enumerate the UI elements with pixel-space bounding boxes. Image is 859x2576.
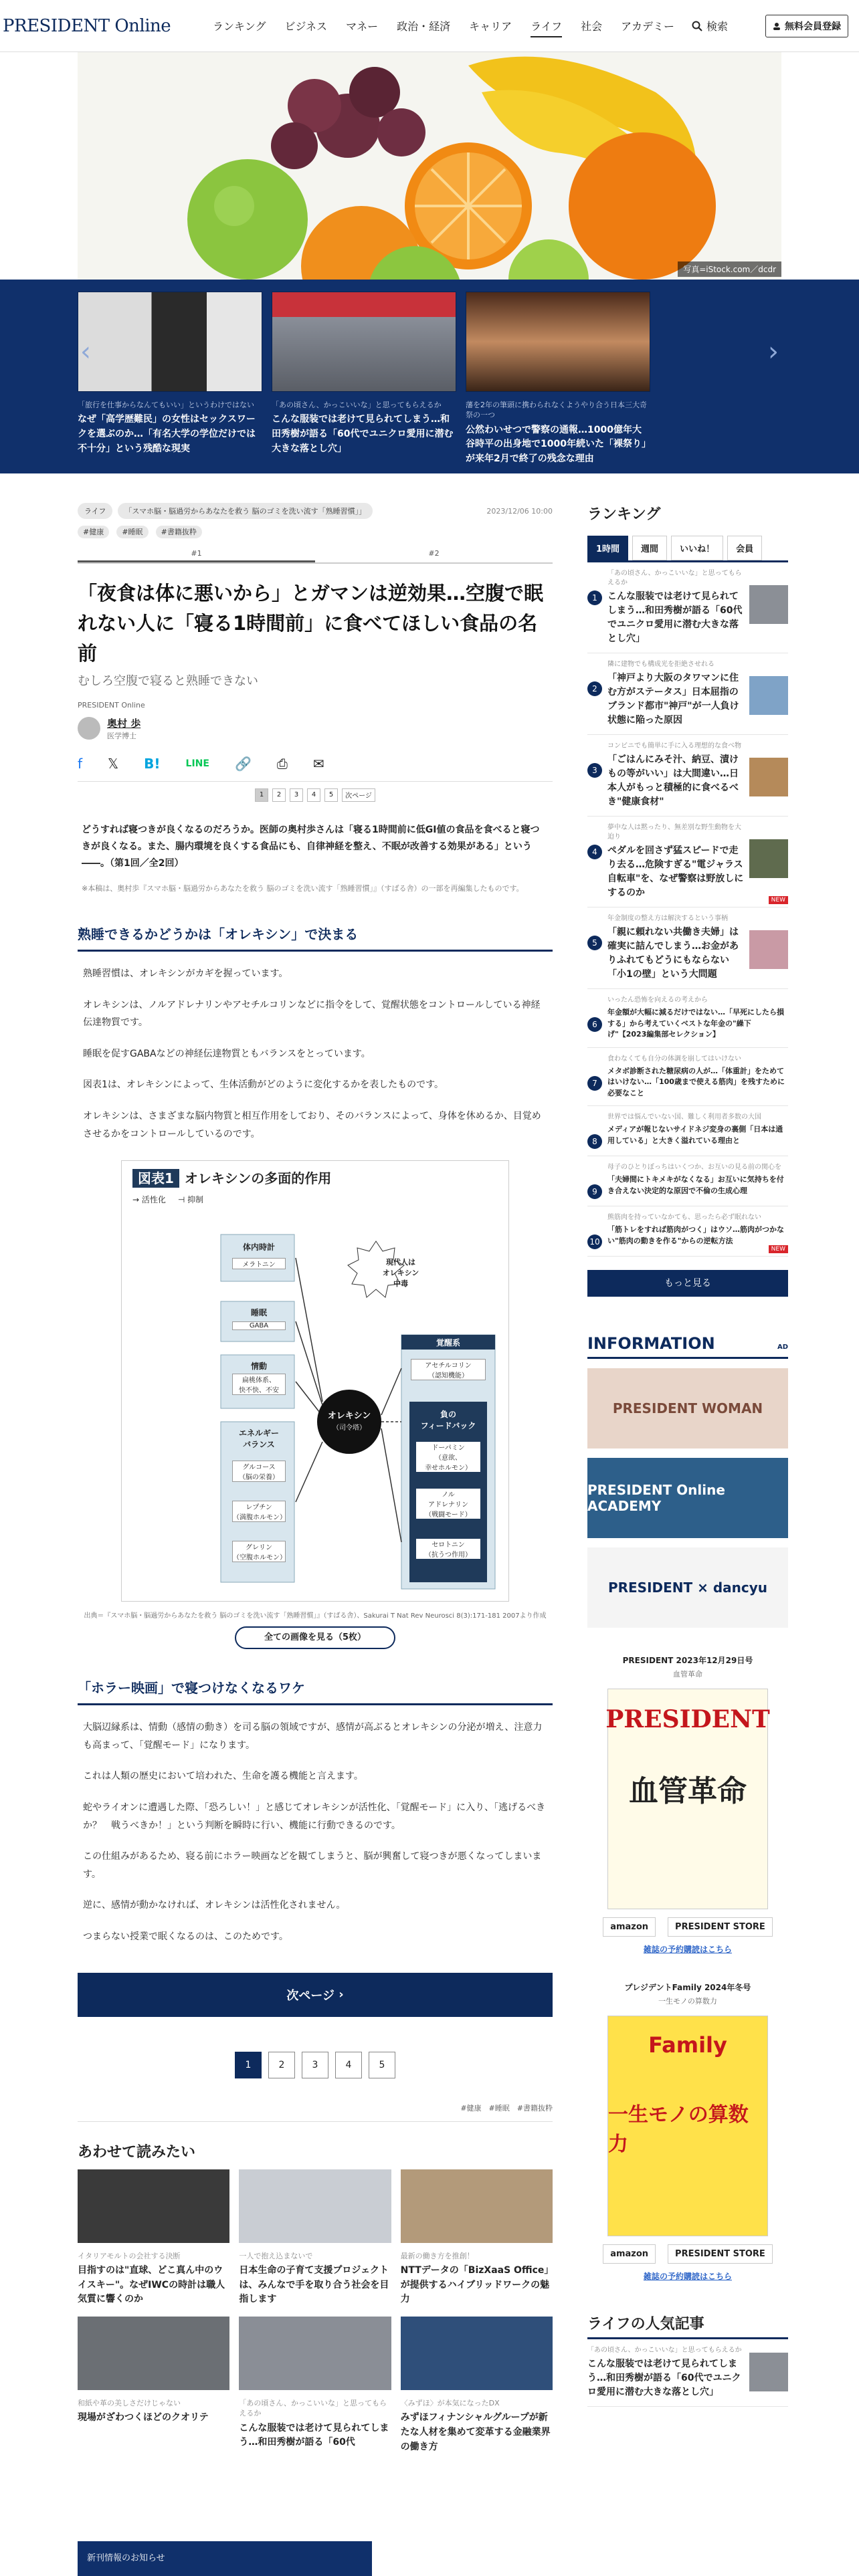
related-card[interactable] xyxy=(401,2317,553,2454)
card-kicker: 「あの頃さん、かっこいいな」と思ってもらえるか xyxy=(239,2399,387,2418)
chevron-left-icon[interactable]: ‹ xyxy=(80,336,91,367)
paragraph: これは人類の歴史において培われた、生命を護る機能と言えます。 xyxy=(83,1771,363,1782)
rank-number: 8 xyxy=(587,1134,602,1149)
breadcrumb-series[interactable]: 「スマホ脳・脳過労からあなたを救う 脳のゴミを洗い流す「熟睡習慣」」 xyxy=(118,503,373,519)
top-pagination xyxy=(78,788,553,802)
new-badge: NEW xyxy=(769,1245,788,1253)
rank-number: 5 xyxy=(587,936,602,950)
card-title: みずほフィナンシャルグループが新たな人材を集めて変革する金融業界の働き方 xyxy=(400,2412,551,2452)
new-badge: NEW xyxy=(769,896,788,904)
card-kicker: イタリアモルトの会社する決断 xyxy=(78,2251,181,2260)
more-ranking-button[interactable]: もっと見る xyxy=(587,1270,788,1297)
rank-title: 「親に頼れない共働き夫婦」は確実に詰んでしまう…お金がありふれてもどうにもならない「小1の壁」という大問題 xyxy=(607,927,739,980)
banner-woman[interactable]: PRESIDENT WOMAN xyxy=(587,1368,788,1448)
magazine-headline: 一生モノの算数力 xyxy=(608,2103,749,2156)
tag[interactable]: #健康 xyxy=(78,526,109,538)
search-button[interactable] xyxy=(692,18,728,33)
card-image xyxy=(239,2169,391,2243)
ranking-heading: ランキング xyxy=(587,506,661,523)
popular-heading: ライフの人気記事 xyxy=(587,2313,788,2339)
paragraph: オレキシンは、ノルアドレナリンやアセチルコリンなどに指令をして、覚醒状態をコントロールしている神経伝達物質です。 xyxy=(83,999,541,1029)
buy-links xyxy=(587,2244,788,2264)
rank-title: 「神戸より大阪のタワマンに住む方がステータス」日本屈指のブランド都市"神戸"が一人負け状態に陥った原因 xyxy=(607,673,739,726)
rank-number: 2 xyxy=(587,681,602,696)
article-subtitle: むしろ空腹で寝ると熟睡できない xyxy=(78,673,258,688)
magazine-subtitle: 一生モノの算数力 xyxy=(658,1997,717,2006)
box-item: 扁桃体系、 快不快、不安 xyxy=(232,1374,286,1395)
rank-title: こんな服装では老けて見られてしまう…和田秀樹が語る「60代でユニクロ愛用に潜む大きな落とし穴」 xyxy=(607,591,743,644)
page-link[interactable]: 3 xyxy=(302,2052,328,2078)
rank-number: 7 xyxy=(587,1076,602,1091)
related-grid xyxy=(78,2169,553,2455)
rank-number: 9 xyxy=(587,1184,602,1199)
author-name[interactable]: 奥村 歩 xyxy=(107,717,141,730)
box-item: メラトニン xyxy=(232,1258,286,1269)
mail-icon[interactable]: ✉ xyxy=(312,755,324,772)
paragraph: つまらない授業で眠くなるのは、このためです。 xyxy=(83,1931,288,1942)
card-image xyxy=(466,292,650,392)
nav-career[interactable]: キャリア xyxy=(469,20,512,33)
nav-life[interactable]: ライフ xyxy=(521,0,571,52)
article-title: 「夜食は体に悪いから」とガマンは逆効果…空腹で眠れない人に「寝る1時間前」に食べてほしい食品の名前 xyxy=(78,582,544,665)
box-head: 体内時計 xyxy=(242,1243,275,1253)
rank-kicker: 母子のひとりぼっちはいくつか、お互いの見る前の関心を xyxy=(607,1164,781,1171)
magazine-cover[interactable] xyxy=(607,1689,768,1909)
magazine-caption: プレジデントFamily 2024年冬号 xyxy=(624,1983,751,1992)
card-title: NTTデータの「BizXaaS Office」が提供するハイブリッドワークの魅力 xyxy=(400,2264,550,2305)
legend-activate: 活性化 xyxy=(141,1195,166,1205)
rank-kicker: 「あの頃さん、かっこいいな」と思ってもらえるか xyxy=(607,570,742,586)
tab-week[interactable]: 週間 xyxy=(632,536,667,560)
link-icon[interactable]: 🔗 xyxy=(234,755,252,772)
ranking-item[interactable] xyxy=(587,1206,788,1257)
cloud-label: 現代人は オレキシン 中毒 xyxy=(382,1258,419,1289)
subscribe-link[interactable]: 雑誌の予約購読はこちら xyxy=(643,2272,732,2281)
ranking-item[interactable] xyxy=(587,562,788,653)
line-icon[interactable]: LINE xyxy=(185,758,209,769)
figure-caption: 出典＝『スマホ脳・脳過労からあなたを救う 脳のゴミを洗い流す「熟睡習慣」』（すばる舎）、Sakurai T Nat Rev Neurosci 8(3):171-181 2007より作成 xyxy=(84,1612,547,1620)
ranking-item[interactable] xyxy=(587,735,788,817)
hatena-icon[interactable]: B! xyxy=(144,755,161,772)
store-button[interactable]: PRESIDENT STORE xyxy=(668,2244,773,2264)
avatar xyxy=(78,717,100,740)
share-bar xyxy=(78,756,553,782)
popular-kicker: 「あの頃さん、かっこいいな」と思ってもらえるか xyxy=(587,2347,742,2354)
paragraph: 大脳辺縁系は、情動（感情の動き）を司る脳の領域ですが、感情が高ぶるとオレキシンの分泌が増え、注意力も高まって、「覚醒モード」になります。 xyxy=(83,1722,543,1751)
card-kicker: 「あの頃さん、かっこいいな」と思ってもらえるか xyxy=(272,401,442,409)
card-image xyxy=(401,2169,553,2243)
nav-politics[interactable]: 政治・経済 xyxy=(397,20,451,33)
right-sub: 負の フィードバック xyxy=(420,1410,476,1431)
carousel-card[interactable] xyxy=(272,292,456,473)
card-kicker: 〈みずほ〉が本気になったDX xyxy=(400,2399,500,2408)
information-heading xyxy=(587,1334,788,1359)
next-label: 次ページ xyxy=(286,1988,335,2003)
breadcrumb xyxy=(78,503,553,519)
ranking-item[interactable] xyxy=(587,1156,788,1206)
related-card[interactable] xyxy=(78,2317,229,2454)
paragraph: 熟睡習慣は、オレキシンがカギを握っています。 xyxy=(83,968,288,980)
paragraph: 睡眠を促すGABAなどの神経伝達物質ともバランスをとっています。 xyxy=(83,1048,371,1059)
signup-button[interactable] xyxy=(765,15,848,37)
ranking-item[interactable] xyxy=(587,907,788,989)
card-title: こんな服装では老けて見られてしまう…和田秀樹が語る「60代 xyxy=(239,2422,389,2448)
popular-item[interactable] xyxy=(587,2339,788,2407)
site-logo[interactable]: PRESIDENT Online xyxy=(3,15,171,36)
magazine-headline: 血管革命 xyxy=(629,1774,747,1808)
rank-thumbnail xyxy=(749,585,788,624)
rank-number: 4 xyxy=(587,845,602,859)
part-tab-1[interactable]: #1 xyxy=(78,549,315,562)
card-title: 現場がざわつくほどのクオリテ xyxy=(78,2412,209,2424)
page-link[interactable]: 4 xyxy=(307,788,320,802)
pagination xyxy=(78,2052,553,2078)
card-title: 公然わいせつで警察の通報…1000億年大谷時平の出身地で1000年続いた「裸祭り」が来年2月で終了の残念な理由 xyxy=(466,424,646,465)
page-link[interactable]: 1 xyxy=(235,2052,262,2078)
article xyxy=(78,503,553,2454)
page-link[interactable]: 1 xyxy=(255,788,268,802)
rank-title: 「筋トレをすれば筋肉がつく」はウソ…筋肉がつかない"筋肉の動きを作る"からの逆転方法 xyxy=(607,1225,784,1245)
article-source: PRESIDENT Online xyxy=(78,700,145,710)
tab-likes[interactable]: いいね！ xyxy=(671,536,723,560)
next-page-link[interactable]: 次ページ xyxy=(342,788,375,802)
view-all-images-button[interactable]: 全ての画像を見る（5枚） xyxy=(235,1626,395,1649)
box-item: レプチン （満腹ホルモン） xyxy=(232,1501,286,1522)
author-role: 医学博士 xyxy=(107,731,136,740)
tab-hour[interactable]: 1時間 xyxy=(587,536,628,560)
article-lead: どうすれば寝つきが良くなるのだろうか。医師の奥村歩さんは「寝る1時間前に低GI値の食品を食べると寝つきが良くなる。また、腸内環境を良くする食品にも、自律神経を整え、不眠が改善する効果がある」という――。（第1回／全2回） xyxy=(82,824,540,869)
excerpt-note: ※本稿は、奥村歩『スマホ脳・脳過労からあなたを救う 脳のゴミを洗い流す「熟睡習慣」』（すばる舎）の一部を再編集したものです。 xyxy=(82,884,524,893)
search-label: 検索 xyxy=(706,20,729,33)
rank-thumbnail xyxy=(749,758,788,796)
rank-title: メディアが報じないサイドネジ変身の裏側「日本は通用している」と大きく溢れている理由と xyxy=(607,1125,783,1145)
card-kicker: 藩を2年の筆頭に携わられなくようやり合う日本三大奇祭の一つ xyxy=(466,401,647,420)
banner-academy[interactable]: PRESIDENT Online ACADEMY xyxy=(587,1458,788,1538)
rank-number: 1 xyxy=(587,591,602,605)
banner-dancyu[interactable]: PRESIDENT × dancyu xyxy=(587,1547,788,1628)
magazine-caption: PRESIDENT 2023年12月29日号 xyxy=(622,1656,753,1665)
hero-image xyxy=(0,52,859,280)
info-title: INFORMATION xyxy=(587,1334,715,1353)
card-kicker: 「旅行を仕事からなんてもいい」というわけではない xyxy=(78,401,254,409)
box-item: セロトニン （抗うつ作用） xyxy=(416,1539,480,1559)
featured-carousel xyxy=(0,280,859,473)
box-item: GABA xyxy=(232,1321,286,1330)
publish-date: 2023/12/06 10:00 xyxy=(486,506,553,516)
center-label: オレキシン xyxy=(327,1411,371,1422)
rank-kicker: コンビニでも簡単に手に入る理想的な食べ物 xyxy=(607,742,741,750)
paragraph: 蛇やライオンに遭遇した際、「恐ろしい！」と感じてオレキシンが活性化、「覚醒モード」に入り、「逃げるべきか？ 戦うべきか！」という判断を瞬時に行い、機能に行動できるのです。 xyxy=(83,1802,546,1831)
box-item: グルコース （脳の栄養） xyxy=(232,1461,286,1482)
card-kicker: 和紙や革の美しさだけじゃない xyxy=(78,2399,181,2408)
card-title: なぜ「高学歴難民」の女性はセックスワークを選ぶのか…「有名大学の学位だけでは不十分」という残酷な現実 xyxy=(78,414,256,454)
carousel-card[interactable] xyxy=(466,292,650,473)
page-link[interactable]: 5 xyxy=(324,788,338,802)
card-image xyxy=(272,292,456,392)
tag[interactable]: #書籍抜粋 xyxy=(156,526,202,538)
magazine-subtitle: 血管革命 xyxy=(673,1670,702,1679)
signup-label: 無料会員登録 xyxy=(785,21,841,32)
amazon-button[interactable]: amazon xyxy=(603,2244,656,2264)
search-icon xyxy=(692,21,702,31)
tag-list xyxy=(78,524,553,537)
box-head: 睡眠 xyxy=(250,1308,267,1318)
related-card[interactable] xyxy=(401,2169,553,2307)
rank-title: 「ごはんにみそ汁、納豆、漬けもの等がいい」は大間違い…日本人がもっと積極的に食べるべき"健康食材" xyxy=(607,754,739,807)
bottom-tags[interactable]: #健康 #睡眠 #書籍抜粋 xyxy=(78,2103,553,2122)
rank-number: 10 xyxy=(587,1235,602,1249)
rank-kicker: 食わなくても自分の体調を崩してはいけない xyxy=(607,1055,741,1063)
paragraph: オレキシンは、さまざまな脳内物質と相互作用をしており、そのバランスによって、身体を休めるか、目覚めさせるかをコントロールしているのです。 xyxy=(83,1111,541,1140)
figure-label: 図表1 xyxy=(132,1169,179,1188)
box-head: エネルギー バランス xyxy=(238,1428,279,1450)
box-item: ノル アドレナリン （戦闘モード） xyxy=(416,1489,480,1519)
page-link[interactable]: 2 xyxy=(272,788,286,802)
rank-kicker: いったん恐怖を向えるの考えから xyxy=(607,996,708,1004)
print-icon[interactable]: ⎙ xyxy=(276,755,288,772)
subscribe-link[interactable]: 雑誌の予約購読はこちら xyxy=(643,1945,732,1954)
part-tab-2[interactable]: #2 xyxy=(428,549,440,558)
sidebar xyxy=(587,503,788,2454)
rank-kicker: 夢中な人は黙ったり、無差別な野生動物を大迫り xyxy=(607,824,741,841)
card-image xyxy=(78,2317,229,2390)
popular-title: こんな服装では老けて見られてしまう…和田秀樹が語る「60代でユニクロ愛用に潜む大きな落とし穴」 xyxy=(587,2359,741,2397)
box-head: 情動 xyxy=(250,1362,267,1372)
rank-thumbnail xyxy=(749,930,788,969)
nav-money[interactable]: マネー xyxy=(346,20,379,33)
rank-title: 「夫婦間にトキメキがなくなる」お互いに気持ちを付き合えない決定的な原因で不倫の生成心理 xyxy=(607,1175,784,1195)
amazon-button[interactable]: amazon xyxy=(603,1917,656,1937)
paragraph: この仕組みがあるため、寝る前にホラー映画などを観てしまうと、脳が興奮して寝つきが悪くなってしまいます。 xyxy=(83,1851,542,1880)
rank-kicker: 熊筋肉を持っていなかても、思ったら必ず眠れない xyxy=(607,1214,761,1221)
photo-credit: 写真=iStock.com／dcdr xyxy=(678,261,781,277)
tab-members[interactable]: 会員 xyxy=(727,536,762,560)
card-image xyxy=(401,2317,553,2390)
ranking-list xyxy=(587,562,788,1257)
x-icon[interactable]: 𝕏 xyxy=(108,755,119,772)
legend-inhibit: 抑制 xyxy=(187,1195,204,1205)
chevron-right-icon[interactable]: › xyxy=(768,336,779,367)
card-image xyxy=(78,2169,229,2243)
related-card[interactable] xyxy=(239,2317,391,2454)
rank-title: ペダルを回さず猛スピードで走り去る…危険すぎる"電ジャラス自転車"を、なぜ警察は野放しにするのか xyxy=(607,845,744,898)
rank-title: メタボ診断された糖尿病の人が…「体重計」をためてはいけない…「100歳まで使える筋肉」を残すために必要なこと xyxy=(607,1066,785,1097)
related-card[interactable] xyxy=(239,2169,391,2307)
main-nav xyxy=(203,0,684,52)
box-item: アセチルコリン （認知機能） xyxy=(411,1359,486,1380)
related-heading: あわせて読みたい xyxy=(78,2143,196,2161)
rank-thumbnail xyxy=(749,839,788,878)
figure-title-text: オレキシンの多面的作用 xyxy=(184,1170,332,1187)
orexin-diagram[interactable] xyxy=(121,1160,509,1602)
card-image xyxy=(239,2317,391,2390)
popular-thumbnail xyxy=(749,2353,788,2391)
fruit-photo xyxy=(0,52,859,280)
magazine-cover[interactable] xyxy=(607,2016,768,2236)
right-head: 覚醒系 xyxy=(436,1338,460,1348)
rank-kicker: 隣に建物でも構成光を拒絶させれる xyxy=(607,661,714,668)
tag[interactable]: #睡眠 xyxy=(116,526,148,538)
ad-label: AD xyxy=(777,1344,788,1351)
carousel-card[interactable] xyxy=(78,292,262,473)
section-heading: 「ホラー映画」で寝つけなくなるワケ xyxy=(78,1677,553,1705)
rank-number: 3 xyxy=(587,763,602,778)
buy-links xyxy=(587,1917,788,1937)
newsletter-bar[interactable]: 新刊情報のお知らせ xyxy=(78,2541,372,2576)
page-link[interactable]: 4 xyxy=(335,2052,362,2078)
nav-academy[interactable]: アカデミー xyxy=(621,20,675,33)
card-kicker: 一人で抱え込まないで xyxy=(239,2251,313,2260)
page-link[interactable]: 2 xyxy=(268,2052,295,2078)
rank-number: 6 xyxy=(587,1017,602,1032)
box-item: グレリン （空腹ホルモン） xyxy=(232,1541,286,1562)
section-heading: 熟睡できるかどうかは「オレキシン」で決まる xyxy=(78,924,553,952)
card-kicker: 最新の働き方を推創！ xyxy=(400,2251,474,2260)
magazine-logo: PRESIDENT xyxy=(605,1705,770,1733)
rank-title: 年金額が大幅に減るだけではない…「早死にしたら損する」から考えていくベストな年金の"繰下げ"【2023編集部セレクション】 xyxy=(607,1008,784,1039)
nav-ranking[interactable]: ランキング xyxy=(213,20,266,33)
rank-kicker: 年金制度の整え方は解決するという事柄 xyxy=(607,915,728,922)
part-tabs xyxy=(78,549,553,564)
page-link[interactable]: 5 xyxy=(369,2052,395,2078)
store-button[interactable]: PRESIDENT STORE xyxy=(668,1917,773,1937)
card-image xyxy=(78,292,262,392)
next-page-button[interactable]: 次ページ › xyxy=(78,1973,553,2017)
ranking-item[interactable] xyxy=(587,989,788,1048)
box-item: ドーパミン （意欲、 幸せホルモン） xyxy=(416,1442,480,1472)
magazine-logo: Family xyxy=(648,2032,727,2058)
ranking-item[interactable] xyxy=(587,1048,788,1107)
ranking-item[interactable] xyxy=(587,817,788,907)
ranking-item[interactable] xyxy=(587,1106,788,1156)
breadcrumb-category[interactable]: ライフ xyxy=(78,503,112,519)
paragraph: 逆に、感情が動かなければ、オレキシンは活性化されません。 xyxy=(83,1900,346,1911)
ranking-item[interactable] xyxy=(587,653,788,735)
facebook-icon[interactable]: f xyxy=(78,755,83,772)
figure-legend: → 活性化 ⊣ 抑制 xyxy=(132,1195,204,1205)
page-link[interactable]: 3 xyxy=(290,788,303,802)
card-title: 日本生命の子育て支援プロジェクトは、みんなで手を取り合う社会を目指します xyxy=(239,2264,389,2305)
rank-thumbnail xyxy=(749,676,788,715)
nav-society[interactable]: 社会 xyxy=(581,20,603,33)
paragraph: 図表1は、オレキシンによって、生体活動がどのように変化するかを表したものです。 xyxy=(83,1079,444,1091)
rank-kicker: 世界では悩んでいない国、難しく利用者多数の大国 xyxy=(607,1113,761,1121)
card-title: こんな服装では老けて見られてしまう…和田秀樹が語る「60代でユニクロ愛用に潜む大きな落とし穴」 xyxy=(272,414,454,454)
figure-title xyxy=(122,1161,508,1194)
center-sub: （司令塔） xyxy=(332,1424,366,1432)
ranking-tabs xyxy=(587,536,788,562)
author[interactable] xyxy=(78,716,553,741)
user-icon xyxy=(773,22,781,30)
site-header xyxy=(0,0,859,52)
nav-business[interactable]: ビジネス xyxy=(284,20,328,33)
related-card[interactable] xyxy=(78,2169,229,2307)
card-title: 目指すのは"直球、どこ真ん中のウイスキー"。なぜIWCの時計は職人気質に響くのか xyxy=(78,2264,225,2305)
